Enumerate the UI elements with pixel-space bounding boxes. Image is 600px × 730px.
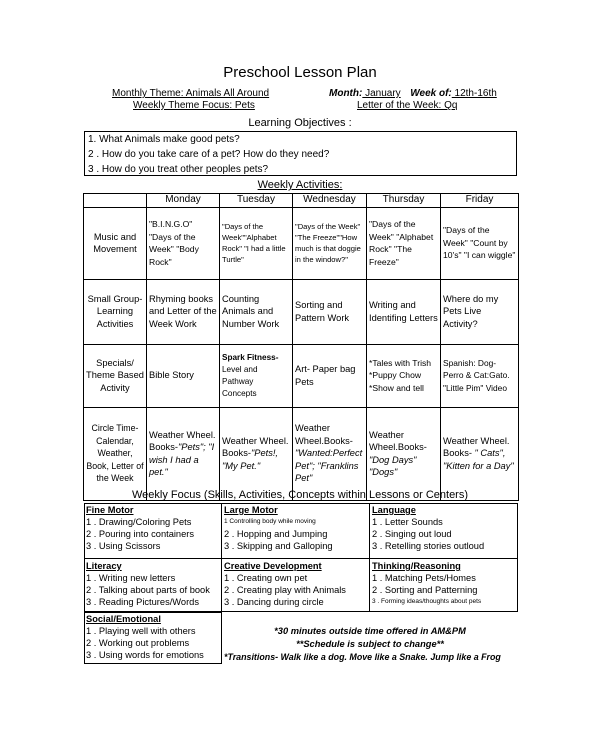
spark-fitness-detail: Level and Pathway Concepts <box>222 364 258 398</box>
thinking-section <box>372 560 481 608</box>
list-item: 1 . Matching Pets/Homes <box>372 573 476 583</box>
list-item: 2 . Creating play with Animals <box>224 585 346 595</box>
table-row <box>84 344 519 407</box>
objective-item: 2 . How do you take care of a pet? How do they need? <box>88 149 330 160</box>
focus-divider <box>84 558 518 559</box>
day-header: Friday <box>441 194 519 208</box>
creative-section <box>224 560 346 608</box>
table-cell: "Days of the Week""Alphabet Rock" "I had a little Turtle" <box>220 207 293 279</box>
day-header: Wednesday <box>293 194 367 208</box>
list-item: 1 . Drawing/Coloring Pets <box>86 517 192 527</box>
circle-time-text: Weather Wheel.Books- <box>295 423 353 446</box>
list-item: 1 Controlling body while moving <box>224 518 316 525</box>
list-item: 3 . Reading Pictures/Words <box>86 597 199 607</box>
objective-item: 3 . How do you treat other peoples pets? <box>88 164 269 175</box>
week-label: Week of: <box>410 88 452 99</box>
list-item: 3 . Using words for emotions <box>86 650 204 660</box>
book-titles: "Pets"; "I wish I had a pet." <box>149 442 215 477</box>
table-cell: "B.I.N.G.O" "Days of the Week" "Body Rock" <box>147 207 220 279</box>
table-cell: "Days of the Week" "Count by 10's" "I can wiggle" <box>441 207 519 279</box>
day-header: Monday <box>147 194 220 208</box>
table-row <box>84 207 519 279</box>
list-item: 3 . Forming ideas/thoughts about pets <box>372 598 482 605</box>
circle-time-text: Weather Wheel. Books- <box>222 435 289 459</box>
list-item: 2 . Sorting and Patterning <box>372 585 478 595</box>
objective-item: 1. What Animals make good pets? <box>88 134 240 145</box>
monthly-theme: Monthly Theme: Animals All Around <box>112 88 270 99</box>
book-titles: "Wanted:Perfect Pet"; "Franklins Pet" <box>295 448 363 484</box>
table-cell: Art- Paper bag Pets <box>293 344 367 407</box>
day-header: Tuesday <box>220 194 293 208</box>
book-titles: "Pets!, "My Pet." <box>222 448 279 471</box>
letter-of-week: Letter of the Week: Qq <box>357 100 458 111</box>
list-item: 2 . Talking about parts of book <box>86 585 210 595</box>
day-header: Thursday <box>367 194 441 208</box>
list-item: 3 . Dancing during circle <box>224 597 324 607</box>
circle-time-text: Weather Wheel. Books- <box>443 435 510 459</box>
schedule-note: **Schedule is subject to change** <box>296 639 444 649</box>
list-item: 2 . Pouring into containers <box>86 529 195 539</box>
row-label: Specials/ Theme Based Activity <box>84 344 147 407</box>
list-item: 1 . Creating own pet <box>224 573 308 583</box>
month-label: Month: <box>329 88 363 99</box>
circle-time-text: Weather Wheel. Books- <box>149 429 216 452</box>
circle-time-text: Weather Wheel.Books- <box>369 429 427 452</box>
list-item: 2 . Singing out loud <box>372 529 452 539</box>
table-cell: Writing and Identifing Letters <box>367 279 441 344</box>
list-item: 1 . Writing new letters <box>86 573 176 583</box>
corner-cell <box>84 194 147 208</box>
table-cell: Bible Story <box>147 344 220 407</box>
list-item: 3 . Retelling stories outloud <box>372 541 485 551</box>
book-titles: "Dog Days" "Dogs" <box>369 454 417 477</box>
row-label: Music and Movement <box>84 207 147 279</box>
table-cell: Counting Animals and Number Work <box>220 279 293 344</box>
language-section <box>372 504 484 552</box>
month-value: January <box>362 88 401 99</box>
book-titles: " Cats", "Kitten for a Day" <box>443 448 514 471</box>
thinking-title: Thinking/Reasoning <box>372 561 461 571</box>
literacy-title: Literacy <box>86 561 122 571</box>
weekly-focus-heading: Weekly Focus (Skills, Activities, Concepts within Lessons or Centers) <box>131 489 469 501</box>
spark-fitness-label: Spark Fitness- <box>222 352 279 362</box>
list-item: 3 . Skipping and Galloping <box>224 541 333 551</box>
list-item: 1 . Letter Sounds <box>372 517 443 527</box>
row-label: Circle Time-Calendar, Weather, Book, Letter of the Week <box>84 407 147 500</box>
days-header-row <box>84 194 519 208</box>
table-cell <box>367 407 441 500</box>
creative-title: Creative Development <box>224 561 322 571</box>
fine-motor-title: Fine Motor <box>86 505 134 515</box>
list-item: 2 . Working out problems <box>86 638 190 648</box>
list-item: 1 . Playing well with others <box>86 626 196 636</box>
table-cell: Rhyming books and Letter of the Week Work <box>147 279 220 344</box>
transitions-note: *Transitions- Walk like a dog. Move like a Snake. Jump like a Frog <box>224 652 501 662</box>
social-section <box>86 613 204 661</box>
table-cell: *Tales with Trish *Puppy Chow *Show and tell <box>367 344 441 407</box>
list-item: 2 . Hopping and Jumping <box>224 529 328 539</box>
table-row <box>84 279 519 344</box>
large-motor-section <box>224 504 333 552</box>
row-label: Small Group-Learning Activities <box>84 279 147 344</box>
fine-motor-section <box>86 504 194 552</box>
outside-time-note: *30 minutes outside time offered in AM&PM <box>274 626 466 636</box>
table-cell: "Days of the Week" "The Freeze""How much is that doggie in the window?" <box>293 207 367 279</box>
table-cell <box>220 407 293 500</box>
weekly-activities-table <box>83 193 519 501</box>
literacy-section <box>86 560 210 608</box>
table-cell <box>220 344 293 407</box>
social-title: Social/Emotional <box>86 614 161 624</box>
list-item: 3 . Using Scissors <box>86 541 161 551</box>
language-title: Language <box>372 505 416 515</box>
objectives-heading: Learning Objectives : <box>248 117 352 129</box>
table-cell <box>293 407 367 500</box>
week-value: 12th-16th <box>451 88 497 99</box>
table-cell: Sorting and Pattern Work <box>293 279 367 344</box>
weekly-theme: Weekly Theme Focus: Pets <box>133 100 255 111</box>
objectives-box <box>84 131 517 176</box>
table-cell: Where do my Pets Live Activity? <box>441 279 519 344</box>
table-cell <box>441 407 519 500</box>
page-title: Preschool Lesson Plan <box>223 64 377 81</box>
table-cell <box>147 407 220 500</box>
large-motor-title: Large Motor <box>224 505 278 515</box>
activities-heading: Weekly Activities: <box>257 179 343 191</box>
table-cell: Spanish: Dog-Perro & Cat:Gato. "Little Pim" Video <box>441 344 519 407</box>
table-cell: "Days of the Week" "Alphabet Rock" "The Freeze" <box>367 207 441 279</box>
table-row <box>84 407 519 500</box>
